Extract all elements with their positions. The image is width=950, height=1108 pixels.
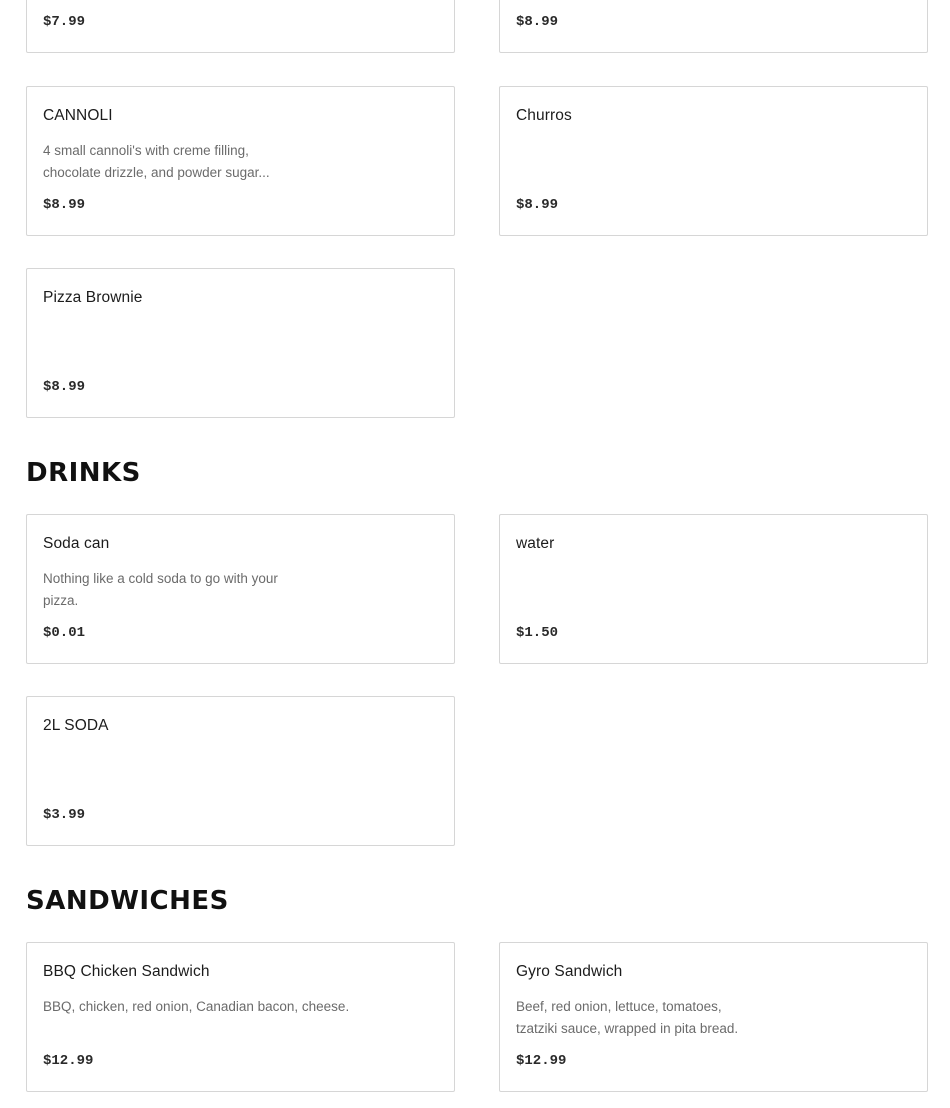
menu-item-card[interactable]	[499, 86, 928, 236]
section-title-sandwiches: SANDWICHES	[26, 886, 229, 916]
item-price: $12.99	[43, 1053, 94, 1069]
item-price: $7.99	[43, 14, 86, 30]
item-name: water	[516, 535, 555, 552]
menu-item-card[interactable]	[499, 0, 928, 53]
item-name: BBQ Chicken Sandwich	[43, 963, 210, 980]
item-name: Pizza Brownie	[43, 289, 143, 306]
item-name: Soda can	[43, 535, 110, 552]
menu-item-card[interactable]	[26, 268, 455, 418]
item-name: CANNOLI	[43, 107, 113, 124]
item-price: $8.99	[43, 197, 86, 213]
menu-item-card[interactable]	[499, 942, 928, 1092]
item-price: $3.99	[43, 807, 86, 823]
item-price: $0.01	[43, 625, 86, 641]
menu-item-card[interactable]	[26, 514, 455, 664]
item-description: Beef, red onion, lettuce, tomatoes, tzatziki sauce, wrapped in pita bread.	[516, 999, 739, 1036]
item-price: $8.99	[516, 14, 559, 30]
menu-item-card[interactable]	[26, 0, 455, 53]
menu-item-card[interactable]	[26, 942, 455, 1092]
item-description: Nothing like a cold soda to go with your pizza.	[43, 571, 278, 608]
item-name: Gyro Sandwich	[516, 963, 623, 980]
item-price: $8.99	[43, 379, 86, 395]
menu-item-card[interactable]	[499, 514, 928, 664]
item-description: 4 small cannoli's with creme filling, chocolate drizzle, and powder sugar...	[43, 143, 270, 180]
item-description: BBQ, chicken, red onion, Canadian bacon, cheese.	[43, 999, 350, 1014]
item-price: $12.99	[516, 1053, 567, 1069]
section-title-drinks: DRINKS	[26, 458, 141, 488]
item-name: Churros	[516, 107, 572, 124]
menu-item-card[interactable]	[26, 86, 455, 236]
menu-item-card[interactable]	[26, 696, 455, 846]
item-price: $1.50	[516, 625, 559, 641]
item-name: 2L SODA	[43, 717, 109, 734]
item-price: $8.99	[516, 197, 559, 213]
